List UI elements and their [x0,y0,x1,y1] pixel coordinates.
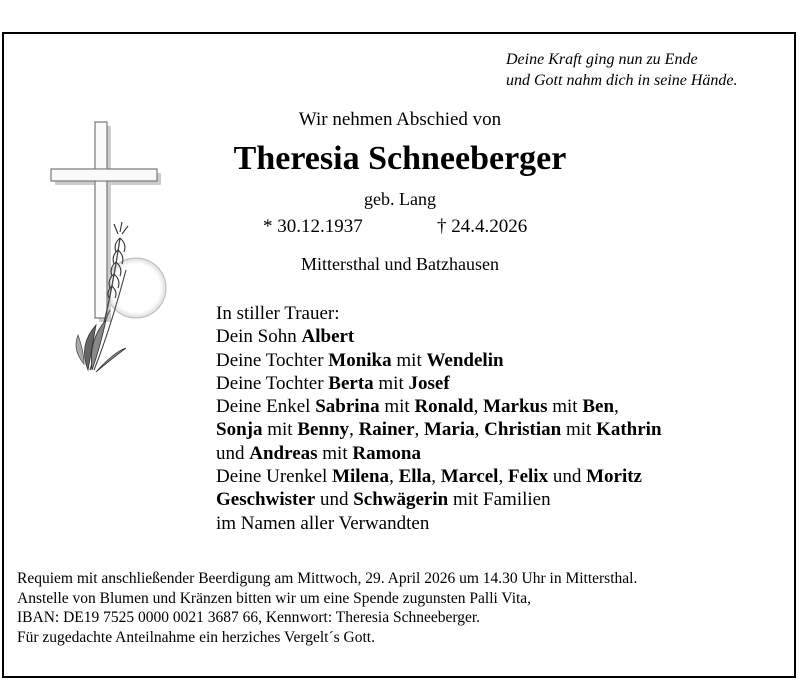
mourner-name: Moritz [586,466,642,488]
mourner-text: mit [391,349,427,371]
mourner-name: Geschwister [216,489,316,511]
mourner-name: Ronald [414,396,474,418]
places: Mittersthal und Batzhausen [301,254,499,274]
mourner-name: Maria [424,419,475,441]
mourner-name: Ramona [352,442,421,464]
death-date: † 24.4.2026 [437,216,528,237]
mourner-text: , [474,419,485,441]
mourner-text: Deine Enkel [216,396,316,418]
mourner-line [216,325,662,348]
mourner-name: Kathrin [596,419,662,441]
mourner-name: Ben [582,396,615,418]
mourner-text: im Namen aller Verwandten [216,512,430,534]
mourner-name: Schwägerin [353,489,449,511]
mourner-name: Albert [301,326,355,348]
mourner-text: Deine Tochter [216,372,329,394]
mourner-name: Monika [328,349,392,371]
mourner-name: Andreas [249,442,318,464]
mourner-text: , [414,419,424,441]
mourner-text: Dein Sohn [216,326,302,348]
notice-line-4: Für zugedachte Anteilnahme ein herziches Vergelt´s Gott. [17,628,375,646]
mourner-name: Rainer [358,419,415,441]
mourner-name: Milena [332,466,390,488]
mourners-list [216,302,662,535]
mourner-text: mit [373,372,409,394]
funeral-notice [17,569,637,647]
notice-line-2: Anstelle von Blumen und Kränzen bitten wir um eine Spende zugunsten Palli Vita, [17,589,532,607]
mourner-text: mit [561,419,597,441]
mourner-text: und [548,466,587,488]
mourner-text: Deine Tochter [216,349,329,371]
mourner-text: mit [547,396,583,418]
mourner-line [216,465,662,488]
mourner-line [216,418,662,441]
quote-line-1: Deine Kraft ging nun zu Ende [506,51,698,68]
mourner-text: mit Familien [448,489,551,511]
mourner-line [216,512,662,535]
intro-text [0,109,800,131]
birth-date: * 30.12.1937 [263,216,363,237]
mourner-text: , [389,466,399,488]
mourner-text: , [473,396,484,418]
mourner-text: und [315,489,354,511]
deceased-name: Theresia Schneeberger [233,140,567,177]
notice-line-1: Requiem mit anschließender Beerdigung am Mittwoch, 29. April 2026 um 14.30 Uhr in Mittersthal. [17,570,638,587]
mourner-name: Wendelin [426,349,504,371]
mourner-line [216,442,662,465]
mourner-line [216,395,662,418]
mourner-text: mit [379,396,415,418]
mourner-name: Sabrina [315,396,380,418]
quote-line-2: und Gott nahm dich in seine Hände. [506,72,738,89]
mourner-text: , [431,466,441,488]
mourner-line [216,302,662,325]
mourner-text: , [349,419,359,441]
mourner-text: In stiller Trauer: [216,303,340,324]
maiden-name: geb. Lang [364,189,436,209]
mourner-line [216,488,662,511]
mourner-text: Deine Urenkel [216,466,333,488]
mourner-name: Felix [507,466,549,488]
mourner-name: Ella [398,466,432,488]
mourner-text: und [216,442,250,464]
mourner-text: mit [317,442,353,464]
mourner-name: Marcel [440,466,499,488]
mourner-line [216,349,662,372]
mourner-name: Sonja [216,419,263,441]
mourner-name: Berta [328,372,374,394]
mourner-line [216,372,662,395]
intro-label: Wir nehmen Abschied von [298,109,502,130]
mourner-name: Markus [483,396,548,418]
mourner-name: Christian [484,419,562,441]
mourner-text: , [498,466,508,488]
mourner-name: Benny [297,419,350,441]
mourner-name: Josef [408,372,450,394]
quote [506,49,796,91]
mourner-text: , [614,396,619,418]
notice-line-3: IBAN: DE19 7525 0000 0021 3687 66, Kennwort: Theresia Schneeberger. [17,609,481,626]
mourner-text: mit [262,419,298,441]
